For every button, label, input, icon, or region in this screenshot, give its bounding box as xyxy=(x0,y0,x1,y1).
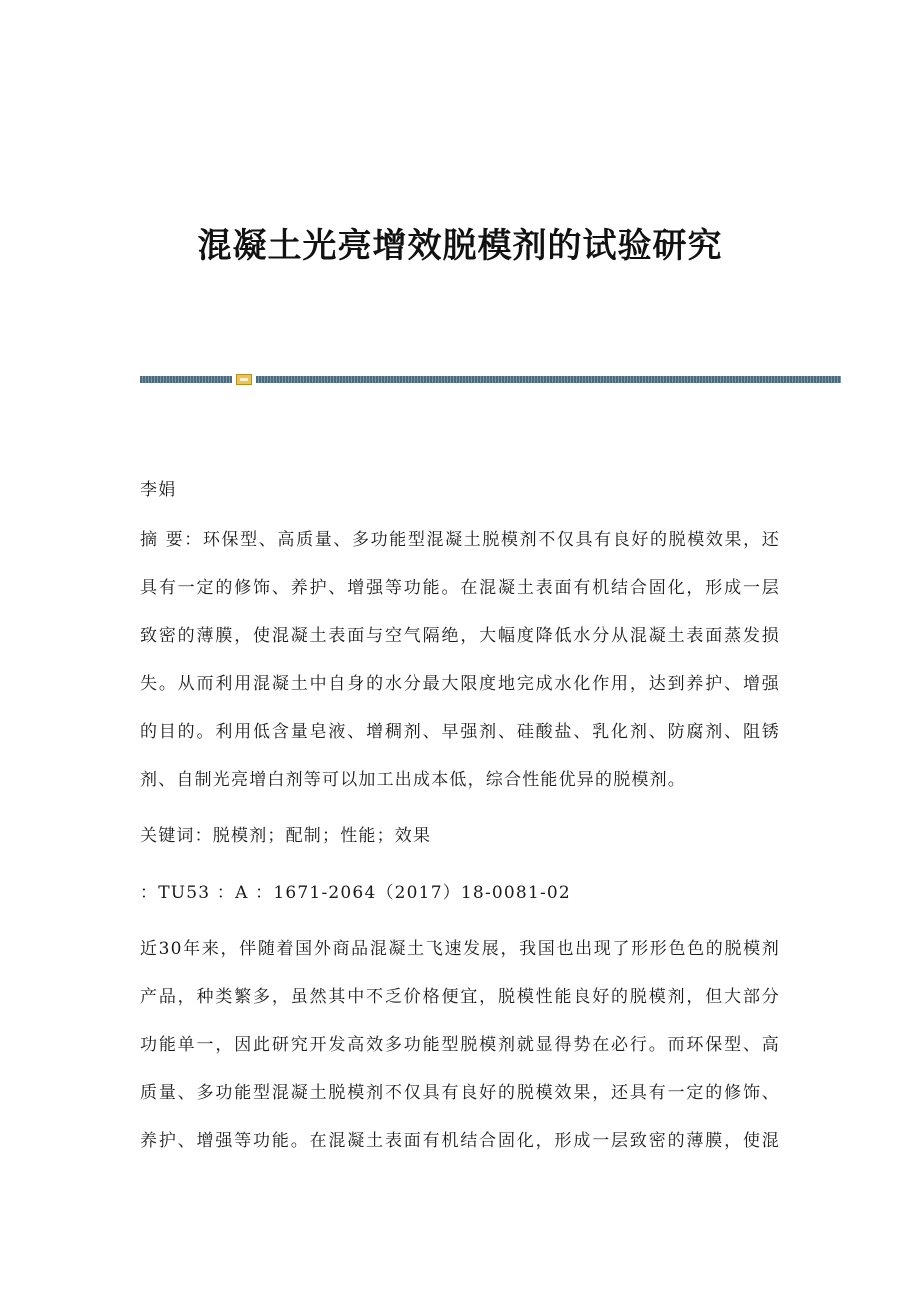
divider-bar-left xyxy=(140,376,232,383)
abstract-line: 致密的薄膜，使混凝土表面与空气隔绝，大幅度降低水分从混凝土表面蒸发损 xyxy=(140,626,780,646)
keywords xyxy=(140,812,780,860)
keywords-line: 关键词：脱模剂；配制；性能；效果 xyxy=(140,826,432,846)
title-divider xyxy=(140,374,841,384)
body-line: 产品，种类繁多，虽然其中不乏价格便宜，脱模性能良好的脱模剂，但大部分 xyxy=(140,987,780,1007)
body-line: 功能单一，因此研究开发高效多功能型脱模剂就显得势在必行。而环保型、高 xyxy=(140,1035,780,1055)
body-line: 养护、增强等功能。在混凝土表面有机结合固化，形成一层致密的薄膜，使混 xyxy=(140,1131,780,1151)
divider-ornament-icon xyxy=(236,374,252,385)
document-title: 混凝土光亮增效脱模剂的试验研究 xyxy=(197,226,723,266)
abstract-line: 的目的。利用低含量皂液、增稠剂、早强剂、硅酸盐、乳化剂、防腐剂、阻锈 xyxy=(140,722,780,742)
abstract-line: 具有一定的修饰、养护、增强等功能。在混凝土表面有机结合固化，形成一层 xyxy=(140,578,780,598)
author-line: 李娟 xyxy=(140,480,177,500)
classification-codes xyxy=(140,869,780,917)
abstract-line: 失。从而利用混凝土中自身的水分最大限度地完成水化作用，达到养护、增强 xyxy=(140,674,780,694)
body-line: 近30年来，伴随着国外商品混凝土飞速发展，我国也出现了形形色色的脱模剂 xyxy=(140,939,780,959)
body-line: 质量、多功能型混凝土脱模剂不仅具有良好的脱模效果，还具有一定的修饰、 xyxy=(140,1083,780,1103)
body-paragraph xyxy=(140,925,780,1165)
divider-bar-right xyxy=(256,376,841,383)
abstract-line: 剂、自制光亮增白剂等可以加工出成本低，综合性能优异的脱模剂。 xyxy=(140,770,686,790)
classification-line: ：TU53 ：A ：1671-2064（2017）18-0081-02 xyxy=(140,883,571,903)
abstract-line: 摘 要：环保型、高质量、多功能型混凝土脱模剂不仅具有良好的脱模效果，还 xyxy=(140,530,780,550)
author-name xyxy=(140,466,780,514)
abstract xyxy=(140,516,780,804)
